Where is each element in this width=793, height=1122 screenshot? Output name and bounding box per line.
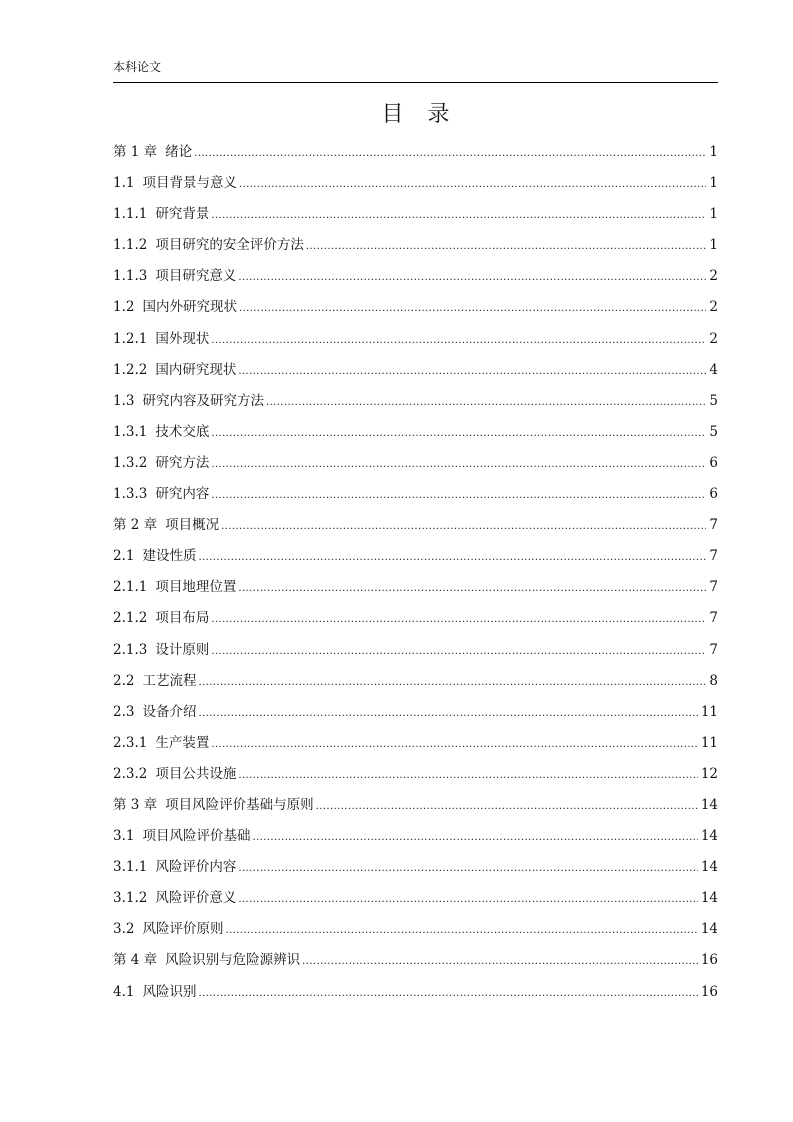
toc-entry-label: 项目公共设施	[155, 765, 237, 782]
toc-entry[interactable]	[113, 358, 718, 389]
toc-entry[interactable]	[113, 575, 718, 606]
toc-entry-page: 6	[709, 454, 718, 471]
toc-entry[interactable]	[113, 638, 718, 669]
toc-entry-label: 研究内容	[155, 486, 210, 503]
toc-entry-page: 14	[700, 828, 718, 845]
toc-entry-page: 6	[709, 486, 718, 503]
toc-dot-leader	[211, 638, 706, 664]
toc-dot-leader	[211, 327, 706, 353]
toc-entry[interactable]	[113, 731, 718, 762]
toc-entry-page: 14	[700, 890, 718, 907]
toc-dot-leader	[221, 513, 706, 539]
toc-entry[interactable]	[113, 420, 718, 451]
toc-entry-page: 11	[700, 703, 718, 720]
toc-entry-label: 设计原则	[155, 641, 210, 658]
toc-entry-page: 5	[709, 423, 718, 440]
toc-dot-leader	[211, 482, 706, 508]
toc-entry-label: 技术交底	[155, 423, 210, 440]
toc-entry-label: 设备介绍	[142, 703, 197, 720]
toc-entry-page: 4	[709, 361, 718, 378]
toc-entry[interactable]	[113, 544, 718, 575]
toc-entry-number: 1.2	[113, 299, 135, 316]
toc-dot-leader	[211, 202, 706, 228]
toc-entry[interactable]	[113, 669, 718, 700]
toc-entry[interactable]	[113, 264, 718, 295]
toc-dot-leader	[225, 917, 697, 943]
toc-dot-leader	[238, 358, 706, 384]
toc-entry-label: 绪论	[165, 144, 193, 160]
toc-entry[interactable]	[113, 140, 718, 171]
toc-entry-page: 14	[700, 921, 718, 938]
toc-entry[interactable]	[113, 793, 718, 824]
toc-entry-page: 7	[709, 641, 718, 658]
toc-dot-leader	[238, 762, 697, 788]
toc-entry-number: 1.1.1	[113, 206, 148, 223]
toc-entry-label: 项目研究的安全评价方法	[155, 237, 304, 254]
toc-dot-leader	[266, 389, 706, 415]
toc-entry-page: 7	[709, 517, 718, 534]
toc-entry-number: 3.1.2	[113, 890, 148, 907]
toc-entry-number: 2.3.2	[113, 765, 148, 782]
toc-entry-number: 1.2.1	[113, 330, 148, 347]
toc-entry[interactable]	[113, 948, 718, 979]
toc-entry-label: 项目风险评价基础与原则	[165, 796, 314, 813]
toc-entry[interactable]	[113, 824, 718, 855]
toc-dot-leader	[194, 140, 706, 166]
toc-entry-page: 12	[700, 765, 718, 782]
toc-entry-number: 1.3.2	[113, 454, 148, 471]
toc-dot-leader	[198, 700, 697, 726]
header-divider	[113, 82, 718, 83]
toc-dot-leader	[306, 233, 707, 259]
toc-entry[interactable]	[113, 482, 718, 513]
toc-entry-number: 4.1	[113, 983, 135, 1000]
toc-entry[interactable]	[113, 606, 718, 637]
toc-entry[interactable]	[113, 855, 718, 886]
toc-entry-label: 国外现状	[155, 330, 210, 347]
toc-dot-leader	[238, 264, 706, 290]
toc-entry-number: 1.2.2	[113, 361, 148, 378]
toc-entry-page: 5	[709, 392, 718, 409]
toc-entry-number: 2.1.1	[113, 579, 148, 596]
toc-dot-leader	[198, 669, 706, 695]
running-header: 本科论文	[113, 60, 162, 74]
toc-entry-page: 1	[709, 144, 718, 160]
toc-entry-label: 研究方法	[155, 454, 210, 471]
toc-entry-page: 7	[709, 548, 718, 565]
toc-entry-number: 第 3 章	[113, 796, 158, 813]
toc-entry-page: 2	[709, 268, 718, 285]
toc-entry-label: 项目概况	[165, 517, 220, 534]
toc-entry-number: 第 2 章	[113, 517, 158, 534]
toc-dot-leader	[211, 606, 706, 632]
toc-title	[113, 100, 718, 130]
toc-entry-number: 2.3	[113, 703, 135, 720]
toc-entry-page: 1	[709, 175, 718, 192]
toc-entry[interactable]	[113, 202, 718, 233]
toc-entry-label: 建设性质	[142, 548, 197, 565]
toc-entry-page: 2	[709, 330, 718, 347]
toc-entry[interactable]	[113, 451, 718, 482]
toc-entry-label: 项目地理位置	[155, 579, 237, 596]
toc-entry-page: 14	[700, 796, 718, 813]
toc-entry-page: 16	[700, 952, 718, 969]
toc-dot-leader	[239, 171, 706, 197]
toc-entry-number: 1.1.2	[113, 237, 148, 254]
toc-entry-number: 2.1.3	[113, 641, 148, 658]
toc-entry-page: 2	[709, 299, 718, 316]
toc-entry[interactable]	[113, 327, 718, 358]
toc-entry-label: 风险评价内容	[155, 859, 237, 876]
toc-entry[interactable]	[113, 762, 718, 793]
toc-entry-number: 2.3.1	[113, 734, 148, 751]
toc-entry-number: 1.3.3	[113, 486, 148, 503]
toc-entry[interactable]	[113, 513, 718, 544]
toc-title-char-2: 录	[427, 102, 450, 127]
toc-entry[interactable]	[113, 389, 718, 420]
toc-entry-page: 1	[709, 206, 718, 223]
toc-entry-label: 风险评价意义	[155, 890, 237, 907]
toc-entry-page: 7	[709, 610, 718, 627]
toc-dot-leader	[302, 948, 698, 974]
toc-entry-label: 研究背景	[155, 206, 210, 223]
toc-entry[interactable]	[113, 171, 718, 202]
toc-dot-leader	[211, 451, 706, 477]
toc-entry-number: 第 4 章	[113, 952, 158, 969]
toc-entry-number: 2.2	[113, 672, 135, 689]
toc-entry[interactable]	[113, 295, 718, 326]
toc-entry-page: 8	[709, 672, 718, 689]
toc-entry-page: 14	[700, 859, 718, 876]
toc-entry-label: 风险评价原则	[142, 921, 224, 938]
toc-entry-label: 风险识别与危险源辨识	[165, 952, 301, 969]
toc-dot-leader	[211, 731, 697, 757]
toc-entry-page: 16	[700, 983, 718, 1000]
toc-dot-leader	[238, 886, 697, 912]
toc-entry-number: 2.1	[113, 548, 135, 565]
toc-entry-label: 项目风险评价基础	[142, 828, 251, 845]
toc-dot-leader	[198, 980, 697, 1006]
toc-entry-label: 项目研究意义	[155, 268, 237, 285]
toc-entry-number: 3.1.1	[113, 859, 148, 876]
toc-entry-label: 项目布局	[155, 610, 210, 627]
toc-entry[interactable]	[113, 886, 718, 917]
toc-entry-number: 1.1.3	[113, 268, 148, 285]
toc-entry-label: 项目背景与意义	[142, 175, 237, 192]
toc-entry-number: 第 1 章	[113, 144, 158, 160]
toc-entry-number: 3.1	[113, 828, 135, 845]
toc-entry-number: 1.1	[113, 175, 135, 192]
toc-entry[interactable]	[113, 233, 718, 264]
toc-entry[interactable]	[113, 917, 718, 948]
toc-dot-leader	[198, 544, 706, 570]
toc-entry-number: 3.2	[113, 921, 135, 938]
toc-entry-page: 11	[700, 734, 718, 751]
toc-dot-leader	[316, 793, 698, 819]
toc-dot-leader	[211, 420, 706, 446]
toc-dot-leader	[239, 295, 706, 321]
toc-dot-leader	[252, 824, 697, 850]
toc-entry-number: 1.3.1	[113, 423, 148, 440]
toc-title-char-1: 目	[381, 102, 404, 127]
toc-entry[interactable]	[113, 980, 718, 1011]
toc-dot-leader	[238, 855, 697, 881]
toc-entry-page: 7	[709, 579, 718, 596]
toc-entry-label: 工艺流程	[142, 672, 197, 689]
toc-entry-page: 1	[709, 237, 718, 254]
toc-entry-label: 国内研究现状	[155, 361, 237, 378]
toc-entry[interactable]	[113, 700, 718, 731]
toc-entry-label: 风险识别	[142, 983, 197, 1000]
toc-list	[113, 140, 718, 1011]
toc-entry-number: 1.3	[113, 392, 135, 409]
toc-dot-leader	[238, 575, 706, 601]
toc-entry-label: 研究内容及研究方法	[142, 392, 264, 409]
toc-entry-label: 国内外研究现状	[142, 299, 237, 316]
toc-entry-label: 生产装置	[155, 734, 210, 751]
toc-entry-number: 2.1.2	[113, 610, 148, 627]
